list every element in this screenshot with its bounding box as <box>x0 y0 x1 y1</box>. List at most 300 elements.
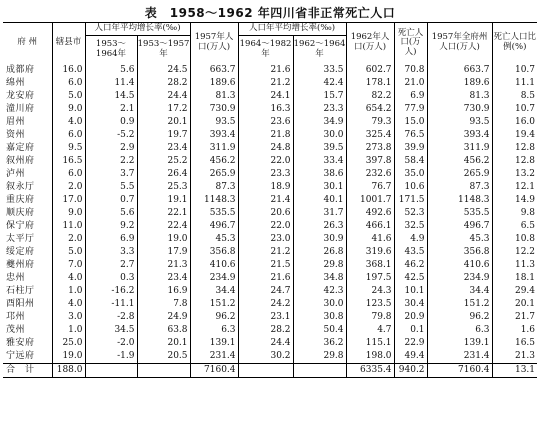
row-name: 邛州 <box>6 311 26 322</box>
cell-growth-62-64: 30.1 <box>293 181 346 194</box>
table-row <box>3 246 537 259</box>
cell-deaths: 43.5 <box>394 246 427 259</box>
cell-pop-1962: 4.7 <box>346 324 394 337</box>
row-name: 眉州 <box>6 116 26 127</box>
cell-pop-1957-pref: 265.9 <box>427 168 492 181</box>
cell-county-count: 1.0 <box>52 324 85 337</box>
cell-growth-53-57: 17.9 <box>137 246 190 259</box>
row-name: 合 计 <box>3 363 52 377</box>
row-name: 绵州 <box>6 77 26 88</box>
cell-death-ratio: 21.3 <box>492 350 537 364</box>
cell-growth-53-57: 63.8 <box>137 324 190 337</box>
cell-pop-1962: 24.3 <box>346 285 394 298</box>
cell-growth-53-64: 0.7 <box>85 194 137 207</box>
header-g1-sub-1: 1953～1964年 <box>85 36 137 64</box>
table-row <box>3 285 537 298</box>
cell-growth-64-82: 24.8 <box>238 142 293 155</box>
cell-growth-64-82: 23.1 <box>238 311 293 324</box>
cell-growth-64-82: 24.2 <box>238 298 293 311</box>
row-name: 雅安府 <box>6 337 35 348</box>
table-row <box>3 64 537 77</box>
cell-growth-62-64: 33.4 <box>293 155 346 168</box>
cell-growth-53-57: 20.1 <box>137 116 190 129</box>
cell-county-count: 6.0 <box>52 77 85 90</box>
table-row <box>3 129 537 142</box>
cell-pop-1962: 82.2 <box>346 90 394 103</box>
cell-growth-53-64: 6.9 <box>85 233 137 246</box>
cell-growth-62-64: 29.8 <box>293 350 346 364</box>
cell-pop-1962: 602.7 <box>346 64 394 77</box>
cell-pop-1957: 356.8 <box>190 246 238 259</box>
cell-county-count: 4.0 <box>52 116 85 129</box>
cell-growth-62-64: 30.8 <box>293 311 346 324</box>
cell-death-ratio: 10.7 <box>492 64 537 77</box>
cell-pop-1962: 232.6 <box>346 168 394 181</box>
cell-pop-1957: 410.6 <box>190 259 238 272</box>
cell-growth-53-57: 24.5 <box>137 64 190 77</box>
cell-pop-1957-pref: 87.3 <box>427 181 492 194</box>
cell-pop-1957-pref: 393.4 <box>427 129 492 142</box>
cell-pop-1962: 397.8 <box>346 155 394 168</box>
cell-county-count: 4.0 <box>52 298 85 311</box>
table-row <box>3 155 537 168</box>
cell-growth-53-64: -16.2 <box>85 285 137 298</box>
cell-pop-1957-pref: 234.9 <box>427 272 492 285</box>
cell-growth-53-57: 19.0 <box>137 233 190 246</box>
cell-pop-1957-pref: 1148.3 <box>427 194 492 207</box>
cell-county-count: 9.0 <box>52 207 85 220</box>
cell-growth-62-64: 30.9 <box>293 233 346 246</box>
cell-pop-1957: 87.3 <box>190 181 238 194</box>
cell-deaths: 35.0 <box>394 168 427 181</box>
cell-growth-62-64: 26.3 <box>293 220 346 233</box>
cell-deaths: 42.5 <box>394 272 427 285</box>
table-row <box>3 142 537 155</box>
cell-county-count: 16.5 <box>52 155 85 168</box>
cell-deaths: 10.6 <box>394 181 427 194</box>
row-name: 资州 <box>6 129 26 140</box>
cell-growth-53-57: 21.3 <box>137 259 190 272</box>
cell-county-count: 3.0 <box>52 311 85 324</box>
cell-pop-1957-pref: 7160.4 <box>427 363 492 377</box>
cell-pop-1957-pref: 356.8 <box>427 246 492 259</box>
cell-death-ratio: 13.2 <box>492 168 537 181</box>
row-name: 保宁府 <box>6 220 35 231</box>
cell-pop-1962: 6335.4 <box>346 363 394 377</box>
cell-growth-64-82: 16.3 <box>238 103 293 116</box>
cell-pop-1957: 231.4 <box>190 350 238 364</box>
cell-pop-1957-pref: 139.1 <box>427 337 492 350</box>
cell-growth-62-64: 29.8 <box>293 259 346 272</box>
table-row <box>3 168 537 181</box>
row-name: 太平厅 <box>6 233 35 244</box>
cell-pop-1962: 319.6 <box>346 246 394 259</box>
cell-pop-1962: 1001.7 <box>346 194 394 207</box>
table-row <box>3 220 537 233</box>
cell-growth-53-64: 3.7 <box>85 168 137 181</box>
cell-county-count: 188.0 <box>52 363 85 377</box>
cell-growth-53-64: -2.0 <box>85 337 137 350</box>
cell-growth-64-82: 23.3 <box>238 168 293 181</box>
row-name: 酉阳州 <box>6 298 35 309</box>
cell-pop-1957: 730.9 <box>190 103 238 116</box>
cell-county-count: 17.0 <box>52 194 85 207</box>
header-g2-sub-1: 1964～1982年 <box>238 36 293 64</box>
cell-growth-62-64: 42.4 <box>293 77 346 90</box>
cell-death-ratio: 1.6 <box>492 324 537 337</box>
cell-pop-1962: 273.8 <box>346 142 394 155</box>
cell-growth-53-57: 24.4 <box>137 90 190 103</box>
cell-county-count: 16.0 <box>52 64 85 77</box>
cell-pop-1957-pref: 663.7 <box>427 64 492 77</box>
cell-growth-53-64: 2.1 <box>85 103 137 116</box>
cell-growth-53-57: 25.3 <box>137 181 190 194</box>
cell-deaths: 10.1 <box>394 285 427 298</box>
cell-county-count: 7.0 <box>52 259 85 272</box>
cell-pop-1962: 325.4 <box>346 129 394 142</box>
cell-growth-53-57: 20.1 <box>137 337 190 350</box>
cell-county-count: 4.0 <box>52 272 85 285</box>
table-row <box>3 298 537 311</box>
cell-pop-1957: 81.3 <box>190 90 238 103</box>
cell-growth-62-64: 34.8 <box>293 272 346 285</box>
cell-death-ratio: 13.1 <box>492 363 537 377</box>
cell-pop-1962: 178.1 <box>346 77 394 90</box>
cell-death-ratio: 9.8 <box>492 207 537 220</box>
header-g2-sub-2: 1962～1964年 <box>293 36 346 64</box>
row-name: 嘉定府 <box>6 142 35 153</box>
header-growth-group-2: 人口年平均增长率(‰) <box>238 23 346 36</box>
cell-pop-1957: 311.9 <box>190 142 238 155</box>
cell-deaths: 4.9 <box>394 233 427 246</box>
cell-growth-53-57: 19.7 <box>137 129 190 142</box>
cell-growth-53-64: 34.5 <box>85 324 137 337</box>
cell-growth-64-82: 18.9 <box>238 181 293 194</box>
cell-county-count: 1.0 <box>52 285 85 298</box>
cell-death-ratio: 12.8 <box>492 142 537 155</box>
cell-pop-1962: 654.2 <box>346 103 394 116</box>
cell-deaths: 39.9 <box>394 142 427 155</box>
cell-growth-62-64: 39.5 <box>293 142 346 155</box>
table-row <box>3 259 537 272</box>
cell-pop-1962: 368.1 <box>346 259 394 272</box>
cell-pop-1957: 139.1 <box>190 337 238 350</box>
cell-deaths: 30.4 <box>394 298 427 311</box>
cell-growth-53-57: 22.1 <box>137 207 190 220</box>
cell-pop-1957: 234.9 <box>190 272 238 285</box>
cell-growth-53-57: 23.4 <box>137 272 190 285</box>
header-pop-1962: 1962年人口(万人) <box>346 23 394 64</box>
cell-deaths: 21.0 <box>394 77 427 90</box>
cell-growth-53-64: 14.5 <box>85 90 137 103</box>
row-name: 叙永厅 <box>6 181 35 192</box>
table-row <box>3 272 537 285</box>
header-pop-1957-pref: 1957年全府州人口(万人) <box>427 23 492 64</box>
cell-pop-1957: 456.2 <box>190 155 238 168</box>
cell-county-count: 2.0 <box>52 181 85 194</box>
cell-county-count: 5.0 <box>52 90 85 103</box>
cell-growth-53-57: 28.2 <box>137 77 190 90</box>
cell-pop-1962: 41.6 <box>346 233 394 246</box>
cell-death-ratio: 8.5 <box>492 90 537 103</box>
row-name: 石柱厅 <box>6 285 35 296</box>
table-row <box>3 311 537 324</box>
table-row <box>3 350 537 364</box>
cell-county-count: 25.0 <box>52 337 85 350</box>
cell-deaths: 76.5 <box>394 129 427 142</box>
cell-growth-64-82: 24.1 <box>238 90 293 103</box>
cell-growth-62-64: 42.3 <box>293 285 346 298</box>
cell-death-ratio: 14.9 <box>492 194 537 207</box>
header-growth-group-1: 人口年平均增长率(‰) <box>85 23 190 36</box>
row-name: 龙安府 <box>6 90 35 101</box>
cell-pop-1962: 79.3 <box>346 116 394 129</box>
cell-pop-1957: 7160.4 <box>190 363 238 377</box>
table-row <box>3 77 537 90</box>
cell-death-ratio: 10.7 <box>492 103 537 116</box>
table-row <box>3 103 537 116</box>
header-pop-1957: 1957年人口(万人) <box>190 23 238 64</box>
cell-growth-53-64 <box>85 363 137 377</box>
cell-pop-1962: 197.5 <box>346 272 394 285</box>
header-prefecture: 府 州 <box>17 37 38 48</box>
cell-growth-62-64: 36.2 <box>293 337 346 350</box>
cell-county-count: 9.0 <box>52 103 85 116</box>
cell-pop-1957: 393.4 <box>190 129 238 142</box>
row-name: 泸州 <box>6 168 26 179</box>
row-name: 潼川府 <box>6 103 35 114</box>
cell-pop-1957: 1148.3 <box>190 194 238 207</box>
cell-pop-1957: 34.4 <box>190 285 238 298</box>
cell-growth-62-64: 50.4 <box>293 324 346 337</box>
cell-growth-53-64: 3.3 <box>85 246 137 259</box>
cell-growth-53-57: 20.5 <box>137 350 190 364</box>
cell-growth-53-57: 17.2 <box>137 103 190 116</box>
cell-deaths: 20.9 <box>394 311 427 324</box>
cell-pop-1962: 79.8 <box>346 311 394 324</box>
cell-pop-1957: 535.5 <box>190 207 238 220</box>
cell-growth-64-82 <box>238 363 293 377</box>
row-name: 夔州府 <box>6 259 35 270</box>
cell-death-ratio: 12.8 <box>492 155 537 168</box>
header-county-city: 辖县市 <box>52 23 85 64</box>
cell-growth-62-64: 23.3 <box>293 103 346 116</box>
cell-growth-62-64: 34.9 <box>293 116 346 129</box>
row-name: 重庆府 <box>6 194 35 205</box>
cell-pop-1957-pref: 6.3 <box>427 324 492 337</box>
row-name: 茂州 <box>6 324 26 335</box>
cell-county-count: 11.0 <box>52 220 85 233</box>
cell-death-ratio: 16.0 <box>492 116 537 129</box>
cell-growth-53-64: 11.4 <box>85 77 137 90</box>
cell-growth-62-64: 26.8 <box>293 246 346 259</box>
cell-growth-53-64: 2.7 <box>85 259 137 272</box>
cell-pop-1957-pref: 410.6 <box>427 259 492 272</box>
cell-pop-1962: 492.6 <box>346 207 394 220</box>
cell-growth-53-57 <box>137 363 190 377</box>
cell-pop-1957: 151.2 <box>190 298 238 311</box>
header-deaths: 死亡人口(万人) <box>394 23 427 64</box>
cell-pop-1957-pref: 45.3 <box>427 233 492 246</box>
cell-county-count: 9.5 <box>52 142 85 155</box>
cell-death-ratio: 10.8 <box>492 233 537 246</box>
cell-pop-1962: 115.1 <box>346 337 394 350</box>
cell-deaths: 52.3 <box>394 207 427 220</box>
cell-deaths: 58.4 <box>394 155 427 168</box>
cell-growth-64-82: 21.6 <box>238 272 293 285</box>
cell-pop-1962: 76.7 <box>346 181 394 194</box>
row-name: 叙州府 <box>6 155 35 166</box>
cell-pop-1957-pref: 311.9 <box>427 142 492 155</box>
cell-growth-53-57: 23.4 <box>137 142 190 155</box>
cell-growth-62-64 <box>293 363 346 377</box>
header-death-ratio: 死亡人口比例(%) <box>492 23 537 64</box>
row-name: 绥定府 <box>6 246 35 257</box>
header-g1-sub-2: 1953～1957年 <box>137 36 190 64</box>
cell-growth-64-82: 21.2 <box>238 77 293 90</box>
cell-growth-64-82: 21.2 <box>238 246 293 259</box>
cell-pop-1957: 189.6 <box>190 77 238 90</box>
cell-growth-62-64: 40.1 <box>293 194 346 207</box>
cell-pop-1957: 93.5 <box>190 116 238 129</box>
cell-death-ratio: 19.4 <box>492 129 537 142</box>
cell-growth-53-57: 25.2 <box>137 155 190 168</box>
cell-pop-1957-pref: 730.9 <box>427 103 492 116</box>
cell-growth-53-64: 0.3 <box>85 272 137 285</box>
cell-county-count: 19.0 <box>52 350 85 364</box>
cell-deaths: 15.0 <box>394 116 427 129</box>
cell-death-ratio: 12.2 <box>492 246 537 259</box>
cell-pop-1957: 265.9 <box>190 168 238 181</box>
cell-death-ratio: 11.1 <box>492 77 537 90</box>
cell-growth-53-64: -1.9 <box>85 350 137 364</box>
cell-growth-62-64: 38.6 <box>293 168 346 181</box>
cell-growth-53-64: 5.6 <box>85 207 137 220</box>
cell-growth-53-57: 16.9 <box>137 285 190 298</box>
cell-pop-1957: 45.3 <box>190 233 238 246</box>
table-body <box>3 64 537 378</box>
cell-growth-53-64: 2.9 <box>85 142 137 155</box>
cell-death-ratio: 29.4 <box>492 285 537 298</box>
table-row <box>3 337 537 350</box>
cell-pop-1962: 198.0 <box>346 350 394 364</box>
cell-growth-53-57: 24.9 <box>137 311 190 324</box>
cell-deaths: 49.4 <box>394 350 427 364</box>
cell-growth-62-64: 31.7 <box>293 207 346 220</box>
cell-growth-53-64: 2.2 <box>85 155 137 168</box>
cell-deaths: 77.9 <box>394 103 427 116</box>
cell-deaths: 22.9 <box>394 337 427 350</box>
cell-pop-1957-pref: 81.3 <box>427 90 492 103</box>
cell-county-count: 6.0 <box>52 129 85 142</box>
cell-deaths: 70.8 <box>394 64 427 77</box>
table-row <box>3 116 537 129</box>
cell-growth-64-82: 22.0 <box>238 155 293 168</box>
population-table <box>3 22 537 378</box>
cell-pop-1957-pref: 151.2 <box>427 298 492 311</box>
table-row <box>3 90 537 103</box>
cell-death-ratio: 11.3 <box>492 259 537 272</box>
table-title: 表 1958～1962 年四川省非正常死亡人口 <box>144 6 396 20</box>
cell-growth-53-64: 5.5 <box>85 181 137 194</box>
cell-growth-62-64: 15.7 <box>293 90 346 103</box>
cell-growth-53-57: 22.4 <box>137 220 190 233</box>
cell-death-ratio: 20.1 <box>492 298 537 311</box>
cell-growth-53-57: 19.1 <box>137 194 190 207</box>
table-row <box>3 233 537 246</box>
cell-death-ratio: 18.1 <box>492 272 537 285</box>
table-row <box>3 181 537 194</box>
cell-pop-1962: 123.5 <box>346 298 394 311</box>
cell-county-count: 6.0 <box>52 168 85 181</box>
cell-pop-1957: 6.3 <box>190 324 238 337</box>
cell-pop-1957-pref: 34.4 <box>427 285 492 298</box>
cell-pop-1957-pref: 456.2 <box>427 155 492 168</box>
cell-growth-53-64: -5.2 <box>85 129 137 142</box>
cell-growth-53-57: 26.4 <box>137 168 190 181</box>
cell-pop-1957: 96.2 <box>190 311 238 324</box>
cell-deaths: 171.5 <box>394 194 427 207</box>
cell-growth-64-82: 20.6 <box>238 207 293 220</box>
cell-death-ratio: 12.1 <box>492 181 537 194</box>
row-name: 忠州 <box>6 272 26 283</box>
cell-growth-53-57: 7.8 <box>137 298 190 311</box>
row-name: 成都府 <box>6 64 35 75</box>
cell-growth-53-64: 9.2 <box>85 220 137 233</box>
cell-pop-1957-pref: 96.2 <box>427 311 492 324</box>
cell-deaths: 46.2 <box>394 259 427 272</box>
cell-growth-64-82: 21.8 <box>238 129 293 142</box>
cell-growth-53-64: 0.9 <box>85 116 137 129</box>
cell-growth-64-82: 22.0 <box>238 220 293 233</box>
cell-death-ratio: 16.5 <box>492 337 537 350</box>
cell-deaths: 32.5 <box>394 220 427 233</box>
row-name: 宁远府 <box>6 350 35 361</box>
cell-pop-1957-pref: 93.5 <box>427 116 492 129</box>
cell-growth-62-64: 33.5 <box>293 64 346 77</box>
cell-deaths: 940.2 <box>394 363 427 377</box>
cell-deaths: 6.9 <box>394 90 427 103</box>
cell-growth-64-82: 30.2 <box>238 350 293 364</box>
cell-growth-64-82: 21.4 <box>238 194 293 207</box>
cell-growth-64-82: 21.5 <box>238 259 293 272</box>
cell-pop-1957-pref: 535.5 <box>427 207 492 220</box>
cell-pop-1957: 496.7 <box>190 220 238 233</box>
cell-growth-53-64: -2.8 <box>85 311 137 324</box>
cell-growth-64-82: 21.6 <box>238 64 293 77</box>
cell-growth-62-64: 30.0 <box>293 298 346 311</box>
cell-pop-1957-pref: 189.6 <box>427 77 492 90</box>
cell-county-count: 5.0 <box>52 246 85 259</box>
cell-growth-64-82: 28.2 <box>238 324 293 337</box>
cell-pop-1957-pref: 231.4 <box>427 350 492 364</box>
cell-death-ratio: 21.7 <box>492 311 537 324</box>
cell-death-ratio: 6.5 <box>492 220 537 233</box>
total-row <box>3 363 537 377</box>
cell-deaths: 0.1 <box>394 324 427 337</box>
cell-growth-64-82: 23.6 <box>238 116 293 129</box>
cell-growth-64-82: 24.7 <box>238 285 293 298</box>
table-row <box>3 207 537 220</box>
cell-growth-53-64: -11.1 <box>85 298 137 311</box>
cell-growth-62-64: 30.0 <box>293 129 346 142</box>
cell-county-count: 2.0 <box>52 233 85 246</box>
cell-growth-64-82: 24.4 <box>238 337 293 350</box>
cell-pop-1957-pref: 496.7 <box>427 220 492 233</box>
cell-pop-1957: 663.7 <box>190 64 238 77</box>
table-row <box>3 194 537 207</box>
cell-growth-53-64: 5.6 <box>85 64 137 77</box>
